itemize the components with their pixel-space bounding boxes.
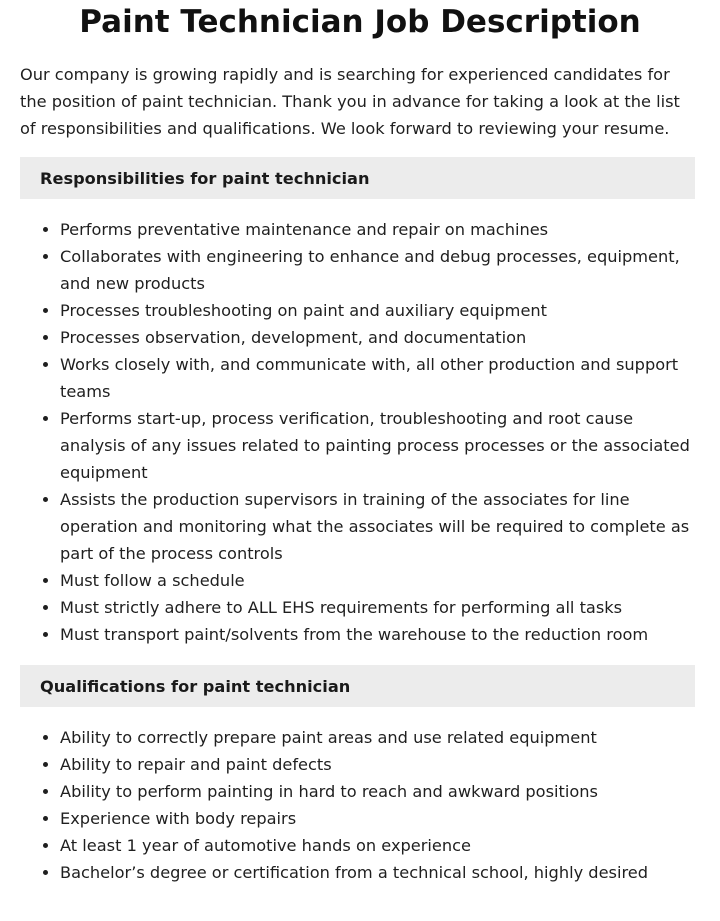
list-item: • Collaborates with engineering to enhance and debug processes, equipment, and new products xyxy=(60,243,700,297)
page-title: Paint Technician Job Description xyxy=(79,4,641,40)
list-item: • Assists the production supervisors in training of the associates for line operation and monitoring what the associates will be required to complete as part of the process controls xyxy=(60,486,700,567)
list-item: • Must transport paint/solvents from the warehouse to the reduction room xyxy=(60,621,700,648)
list-item: • Ability to correctly prepare paint areas and use related equipment xyxy=(60,724,700,751)
list-item: • Experience with body repairs xyxy=(60,805,700,832)
list-item: • Performs preventative maintenance and repair on machines xyxy=(60,216,700,243)
list-item: • Processes troubleshooting on paint and auxiliary equipment xyxy=(60,297,700,324)
list-item: • Ability to repair and paint defects xyxy=(60,751,700,778)
qualifications-list xyxy=(20,724,700,886)
list-item: • Performs start-up, process verification, troubleshooting and root cause analysis of any issues related to painting process processes or the associated equipment xyxy=(60,405,700,486)
list-item: • Works closely with, and communicate with, all other production and support teams xyxy=(60,351,700,405)
responsibilities-list xyxy=(20,216,700,648)
list-item: • Processes observation, development, and documentation xyxy=(60,324,700,351)
qualifications-heading: Qualifications for paint technician xyxy=(20,665,695,707)
intro-paragraph: Our company is growing rapidly and is searching for experienced candidates for the position of paint technician. Thank you in advance for taking a look at the list of responsibilities and qualifications. We look forward to reviewing your resume. xyxy=(20,65,680,138)
responsibilities-heading: Responsibilities for paint technician xyxy=(20,157,695,199)
list-item: • Must follow a schedule xyxy=(60,567,700,594)
list-item: • Ability to perform painting in hard to reach and awkward positions xyxy=(60,778,700,805)
list-item: • At least 1 year of automotive hands on experience xyxy=(60,832,700,859)
list-item: • Bachelor’s degree or certification from a technical school, highly desired xyxy=(60,859,700,886)
list-item: • Must strictly adhere to ALL EHS requirements for performing all tasks xyxy=(60,594,700,621)
